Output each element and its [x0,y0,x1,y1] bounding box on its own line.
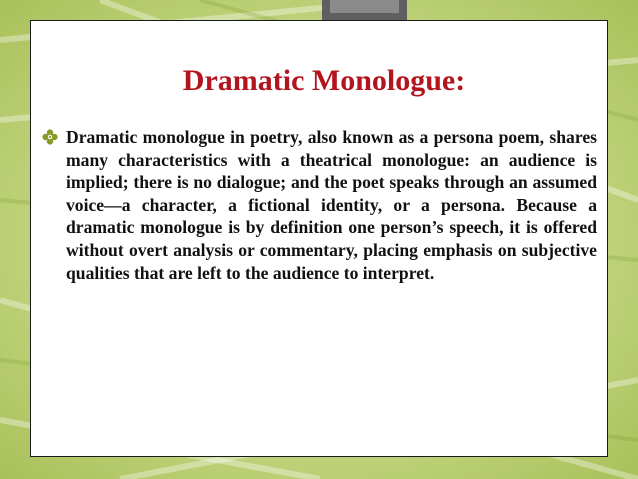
slide-title: Dramatic Monologue: [182,64,466,97]
bullet-text: Dramatic monologue in poetry, also known as a persona poem, shares many characteristics with a theatrical monologue: an audience is implied; there is no dialogue; and the poet speaks through an assumed voice—a character, a fictional identity, or a persona. Because a dramatic monologue is by definition one person’s speech, it is offered without overt analysis or commentary, placing emphasis on subjective qualities that are left to the audience to interpret. [66,127,597,283]
fleuron-bullet-icon [42,129,58,145]
title-tab-inner [330,0,399,13]
